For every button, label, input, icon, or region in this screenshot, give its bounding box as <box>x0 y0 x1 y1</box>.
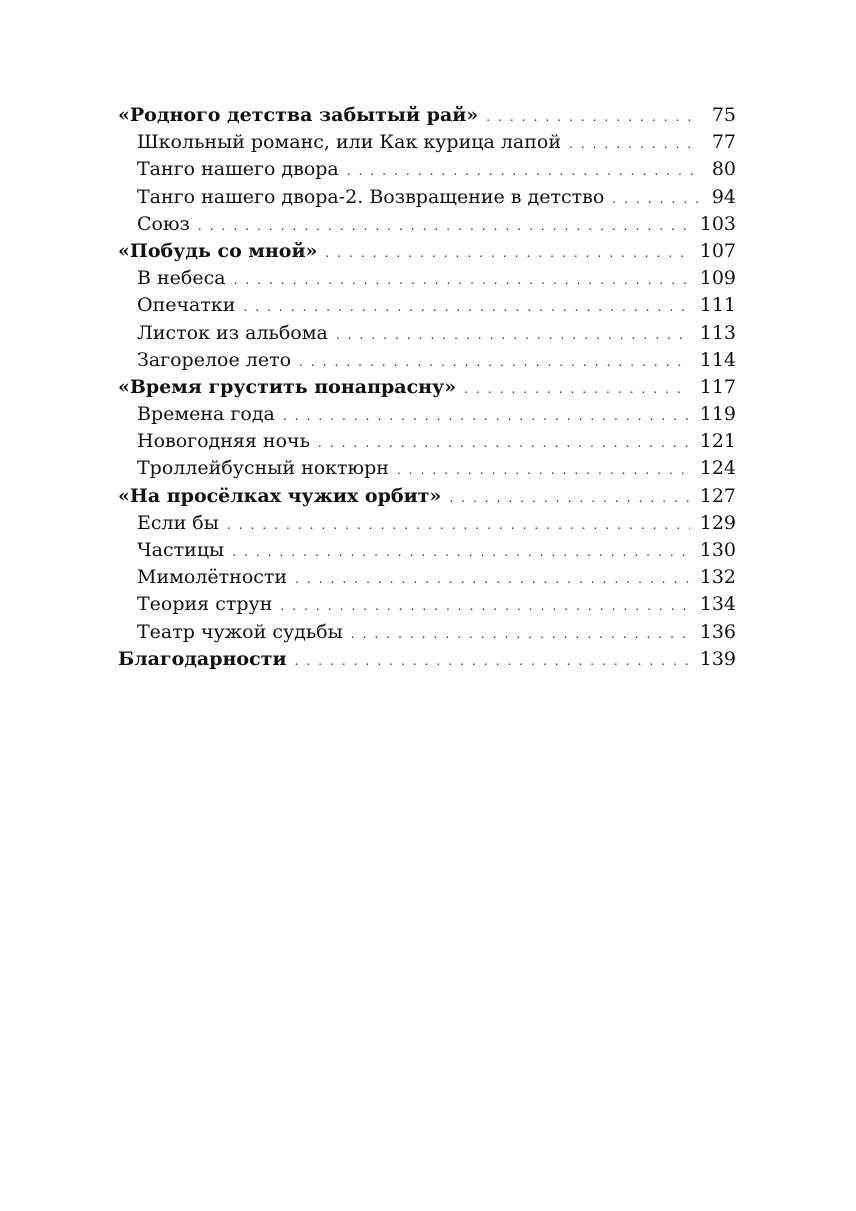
toc-entry-page: 136 <box>699 620 736 643</box>
toc-entry-page: 117 <box>699 375 736 398</box>
toc-entry-title: «Родного детства забытый рай» <box>118 104 479 126</box>
leader-dots <box>325 240 689 267</box>
toc-entry-page: 94 <box>711 185 736 208</box>
toc-entry-page: 113 <box>699 321 736 344</box>
leader-dots <box>243 294 689 321</box>
toc-entry-page: 77 <box>711 131 736 154</box>
toc-entry-title: «Время грустить понапрасну» <box>118 375 457 398</box>
toc-entry-title: Если бы <box>137 511 219 534</box>
toc-entry-title: Листок из альбома <box>137 321 328 344</box>
toc-entry-page: 130 <box>699 539 736 561</box>
leader-dots <box>198 213 690 240</box>
leader-dots <box>283 403 690 430</box>
toc-section-entry[interactable] <box>118 646 736 673</box>
toc-entry-title: Времена года <box>137 403 275 426</box>
toc-sub-entry[interactable] <box>118 591 736 618</box>
toc-section-entry[interactable] <box>118 483 736 510</box>
leader-dots <box>295 648 690 675</box>
toc-section-entry[interactable] <box>118 238 736 265</box>
toc-sub-entry[interactable] <box>118 184 736 211</box>
toc-entry-title: Частицы <box>137 539 225 561</box>
leader-dots <box>280 593 689 620</box>
table-of-contents <box>118 102 736 673</box>
toc-entry-title: В небеса <box>137 267 226 290</box>
toc-sub-entry[interactable] <box>118 265 736 292</box>
toc-entry-page: 109 <box>699 267 736 290</box>
leader-dots <box>234 267 690 294</box>
toc-entry-page: 114 <box>699 348 736 371</box>
leader-dots <box>569 131 698 158</box>
leader-dots <box>449 485 689 512</box>
toc-entry-title: Новогодняя ночь <box>137 430 310 453</box>
toc-sub-entry[interactable] <box>118 564 736 591</box>
toc-entry-title: «Побудь со мной» <box>118 239 318 262</box>
leader-dots <box>351 621 690 648</box>
toc-entry-title: Союз <box>137 212 190 235</box>
toc-section-entry[interactable] <box>118 374 736 401</box>
toc-sub-entry[interactable] <box>118 428 736 455</box>
toc-entry-page: 119 <box>699 403 736 426</box>
toc-entry-title: Благодарности <box>118 647 287 670</box>
toc-entry-page: 75 <box>711 104 736 126</box>
toc-sub-entry[interactable] <box>118 510 736 537</box>
toc-sub-entry[interactable] <box>118 347 736 374</box>
toc-sub-entry[interactable] <box>118 537 736 564</box>
leader-dots <box>295 566 690 593</box>
leader-dots <box>464 376 690 403</box>
toc-entry-title: Мимолётности <box>137 566 288 589</box>
toc-entry-page: 80 <box>711 158 736 181</box>
toc-entry-page: 139 <box>699 647 736 670</box>
toc-sub-entry[interactable] <box>118 129 736 156</box>
leader-dots <box>318 430 690 457</box>
toc-entry-title: Теория струн <box>137 593 273 616</box>
leader-dots <box>232 539 690 566</box>
toc-entry-page: 103 <box>699 212 736 235</box>
toc-entry-page: 134 <box>699 593 736 616</box>
toc-entry-page: 121 <box>699 430 736 453</box>
toc-entry-page: 132 <box>699 566 736 589</box>
toc-entry-title: Танго нашего двора <box>137 158 339 181</box>
toc-sub-entry[interactable] <box>118 320 736 347</box>
toc-sub-entry[interactable] <box>118 292 736 319</box>
toc-sub-entry[interactable] <box>118 619 736 646</box>
toc-section-entry[interactable] <box>118 102 736 129</box>
toc-entry-title: Театр чужой судьбы <box>137 620 343 643</box>
toc-entry-page: 124 <box>699 457 736 480</box>
toc-entry-page: 127 <box>699 484 736 507</box>
leader-dots <box>336 322 690 349</box>
leader-dots <box>227 512 690 539</box>
toc-sub-entry[interactable] <box>118 401 736 428</box>
toc-sub-entry[interactable] <box>118 455 736 482</box>
toc-entry-page: 129 <box>699 511 736 534</box>
toc-sub-entry[interactable] <box>118 211 736 238</box>
leader-dots <box>397 457 690 484</box>
toc-entry-title: Школьный романс, или Как курица лапой <box>137 131 562 154</box>
toc-entry-title: Танго нашего двора-2. Возвращение в детство <box>137 185 605 208</box>
leader-dots <box>486 104 698 131</box>
leader-dots <box>347 158 698 185</box>
toc-entry-page: 107 <box>699 239 736 262</box>
toc-entry-title: «На просёлках чужих орбит» <box>118 484 442 507</box>
toc-entry-title: Загорелое лето <box>137 348 292 371</box>
leader-dots <box>612 186 698 213</box>
toc-sub-entry[interactable] <box>118 156 736 183</box>
toc-entry-title: Опечатки <box>137 294 236 317</box>
leader-dots <box>299 349 690 376</box>
toc-entry-page: 111 <box>699 294 736 317</box>
toc-entry-title: Троллейбусный ноктюрн <box>137 457 389 480</box>
